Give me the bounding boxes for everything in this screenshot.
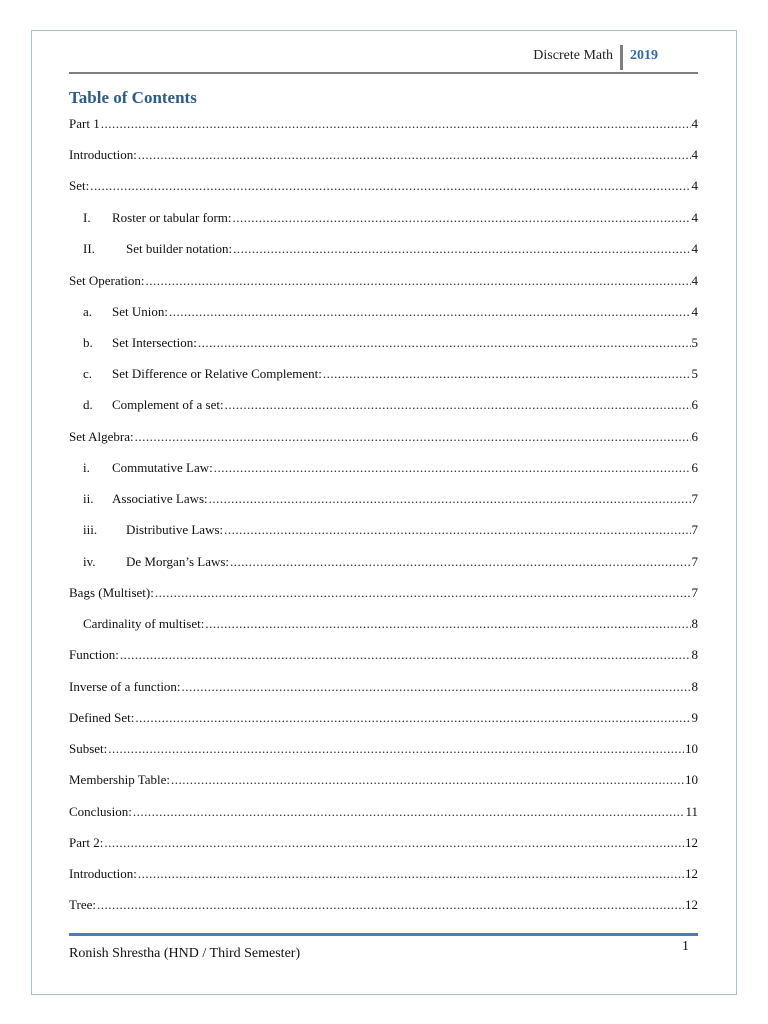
toc-entry-label: Function: <box>69 647 119 662</box>
toc-entry[interactable] <box>69 304 698 324</box>
toc-entry-label: Roster or tabular form: <box>112 210 232 225</box>
toc-entry-page: 8 <box>691 679 698 694</box>
toc-dot-leader <box>97 897 684 913</box>
toc-entry-page: 4 <box>691 304 698 319</box>
toc-entry-label: Cardinality of multiset: <box>83 616 205 631</box>
toc-entry-page: 4 <box>691 116 698 131</box>
toc-entry-number: i. <box>83 460 90 475</box>
toc-entry[interactable] <box>69 741 698 761</box>
toc-entry-label: Membership Table: <box>69 772 171 787</box>
toc-dot-leader <box>209 491 691 507</box>
page-header <box>69 45 698 74</box>
toc-entry-number: II. <box>83 241 95 256</box>
toc-dot-leader <box>225 397 691 413</box>
toc-entry-page: 12 <box>685 866 698 881</box>
toc-entry-label: Set builder notation: <box>126 241 233 256</box>
toc-entry-label: Defined Set: <box>69 710 135 725</box>
toc-entry-page: 10 <box>685 772 698 787</box>
footer-author: Ronish Shrestha (HND / Third Semester) <box>69 946 301 961</box>
toc-dot-leader <box>182 679 691 695</box>
toc-entry-label: Set Operation: <box>69 273 145 288</box>
toc-entry[interactable] <box>69 554 698 574</box>
toc-entry-page: 4 <box>691 273 698 288</box>
toc-entry-page: 10 <box>685 741 698 756</box>
toc-dot-leader <box>138 866 684 882</box>
toc-entry-number: a. <box>83 304 93 319</box>
header-title: Discrete Math <box>533 48 613 63</box>
toc-entry-label: Part 1 <box>69 116 100 131</box>
toc-dot-leader <box>108 741 684 757</box>
toc-entry-page: 8 <box>691 647 698 662</box>
toc-entry-label: Set Algebra: <box>69 429 134 444</box>
toc-entry-label: Conclusion: <box>69 804 132 819</box>
toc-entry-page: 7 <box>691 585 698 600</box>
toc-entry-page: 7 <box>691 491 698 506</box>
toc-dot-leader <box>104 835 684 851</box>
toc-entry[interactable] <box>69 366 698 386</box>
toc-entry-label: Inverse of a function: <box>69 679 181 694</box>
toc-dot-leader <box>135 429 691 445</box>
toc-entry-label: Introduction: <box>69 147 137 162</box>
toc-entry-label: Associative Laws: <box>112 491 208 506</box>
toc-entry-number: d. <box>83 397 93 412</box>
toc-entry[interactable] <box>69 241 698 261</box>
toc-entry-label: Set Union: <box>112 304 168 319</box>
toc-entry-page: 5 <box>691 366 698 381</box>
header-separator <box>620 45 623 70</box>
footer-page-number: 1 <box>682 939 689 954</box>
toc-entry-page: 11 <box>685 804 698 819</box>
toc-dot-leader <box>214 460 691 476</box>
toc-entry[interactable] <box>69 491 698 511</box>
toc-entry[interactable] <box>69 116 698 136</box>
toc-dot-leader <box>233 241 690 257</box>
toc-entry-page: 4 <box>691 147 698 162</box>
toc-entry-page: 8 <box>691 616 698 631</box>
toc-dot-leader <box>90 178 690 194</box>
toc-entry-number: b. <box>83 335 93 350</box>
toc-dot-leader <box>155 585 691 601</box>
toc-entry-label: De Morgan’s Laws: <box>126 554 230 569</box>
toc-entry-page: 12 <box>685 897 698 912</box>
toc-entry-number: ii. <box>83 491 94 506</box>
toc-dot-leader <box>233 210 691 226</box>
toc-entry[interactable] <box>69 585 698 605</box>
toc-dot-leader <box>145 273 690 289</box>
toc-dot-leader <box>101 116 691 132</box>
toc-entry-label: Introduction: <box>69 866 137 881</box>
toc-entry[interactable] <box>69 460 698 480</box>
toc-dot-leader <box>323 366 691 382</box>
toc-entry-page: 6 <box>691 397 698 412</box>
toc-heading: Table of Contents <box>69 88 197 107</box>
toc-dot-leader <box>224 522 690 538</box>
toc-entry[interactable] <box>69 397 698 417</box>
footer-rule <box>69 933 698 936</box>
toc-entry-label: Bags (Multiset): <box>69 585 154 600</box>
toc-entry-page: 5 <box>691 335 698 350</box>
toc-entry-number: iii. <box>83 522 98 537</box>
toc-entry[interactable] <box>69 647 698 667</box>
toc-entry-number: c. <box>83 366 93 381</box>
toc-entry-label: Set Intersection: <box>112 335 197 350</box>
toc-entry-number: iv. <box>83 554 96 569</box>
toc-entry[interactable] <box>69 835 698 855</box>
toc-entry-page: 4 <box>691 178 698 193</box>
toc-entry[interactable] <box>69 804 698 824</box>
toc-entry[interactable] <box>69 679 698 699</box>
toc-entry-label: Set: <box>69 178 90 193</box>
toc-entry-label: Set Difference or Relative Complement: <box>112 366 322 381</box>
toc-entry-label: Tree: <box>69 897 96 912</box>
toc-dot-leader <box>135 710 690 726</box>
toc-entry[interactable] <box>69 210 698 230</box>
toc-entry-page: 4 <box>691 241 698 256</box>
toc-entry[interactable] <box>69 522 698 542</box>
toc-entry-page: 4 <box>691 210 698 225</box>
toc-entry-page: 7 <box>691 522 698 537</box>
toc-entry-label: Commutative Law: <box>112 460 213 475</box>
toc-entry[interactable] <box>69 866 698 886</box>
toc-entry[interactable] <box>69 147 698 167</box>
toc-entry-page: 6 <box>691 460 698 475</box>
toc-entry-page: 9 <box>691 710 698 725</box>
toc-entry[interactable] <box>69 273 698 293</box>
toc-entry-page: 12 <box>685 835 698 850</box>
toc-dot-leader <box>138 147 691 163</box>
toc-dot-leader <box>230 554 690 570</box>
header-year: 2019 <box>630 48 658 63</box>
toc-dot-leader <box>171 772 684 788</box>
toc-entry[interactable] <box>69 710 698 730</box>
toc-dot-leader <box>169 304 691 320</box>
toc-entry-page: 6 <box>691 429 698 444</box>
toc-dot-leader <box>205 616 690 632</box>
toc-entry-label: Subset: <box>69 741 108 756</box>
toc-entry[interactable] <box>69 335 698 355</box>
toc-entry-label: Distributive Laws: <box>126 522 224 537</box>
toc-entry[interactable] <box>69 772 698 792</box>
toc-entry[interactable] <box>69 616 698 636</box>
toc-entry-label: Part 2: <box>69 835 104 850</box>
toc-entry[interactable] <box>69 178 698 198</box>
toc-entry-page: 7 <box>691 554 698 569</box>
toc-entry-label: Complement of a set: <box>112 397 224 412</box>
toc-entry[interactable] <box>69 897 698 917</box>
toc-dot-leader <box>120 647 691 663</box>
toc-entry[interactable] <box>69 429 698 449</box>
toc-entry-number: I. <box>83 210 91 225</box>
toc-dot-leader <box>198 335 691 351</box>
toc-dot-leader <box>133 804 685 820</box>
